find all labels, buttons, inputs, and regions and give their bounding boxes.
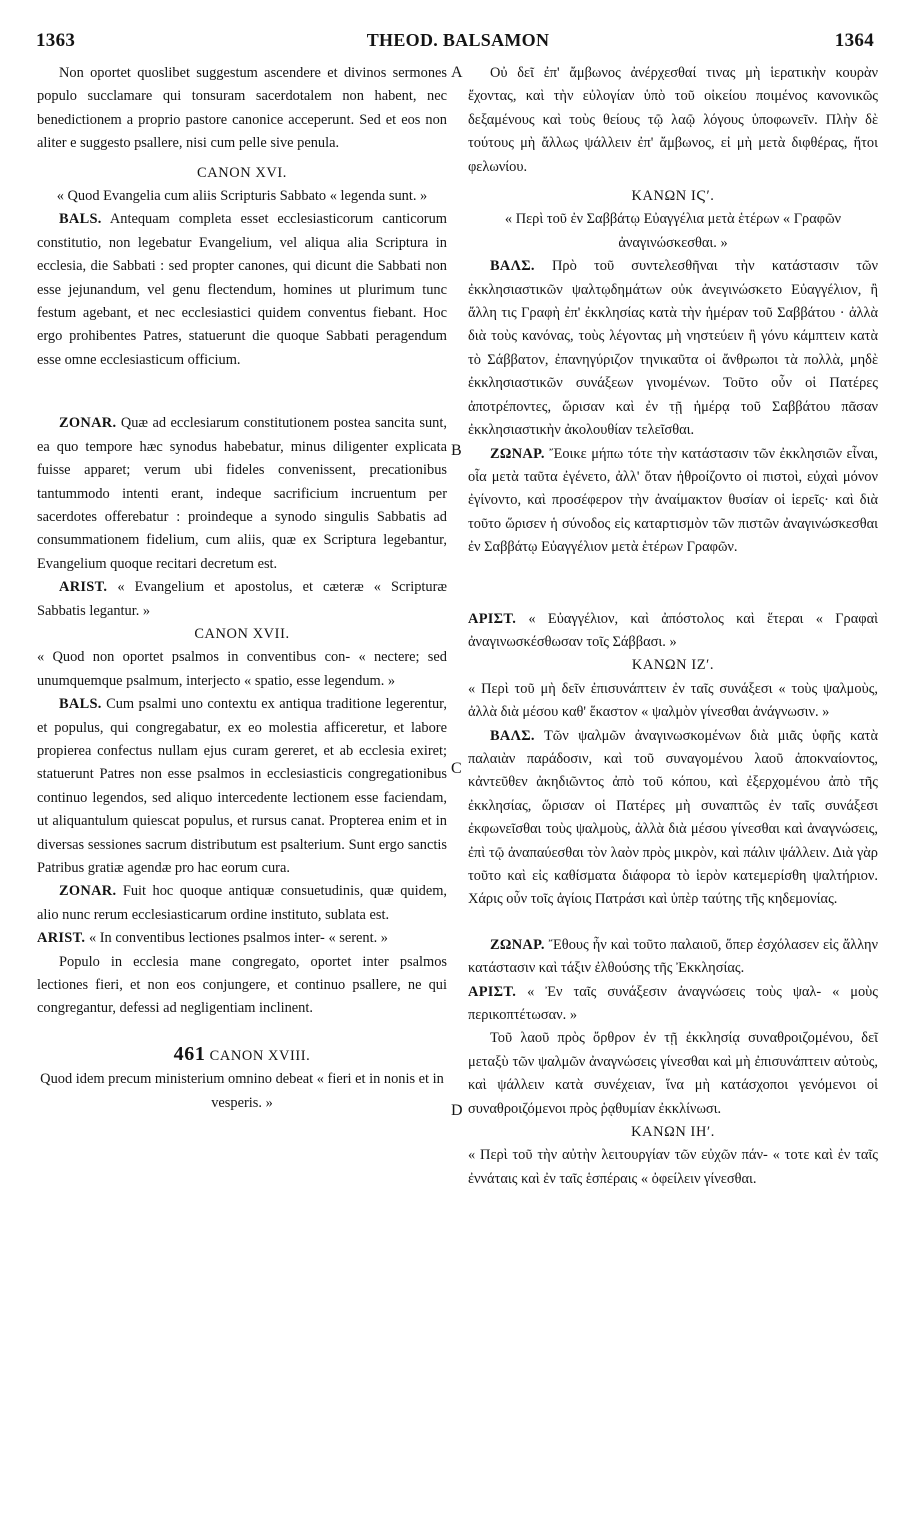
latin-canon16-bals-label: BALS.: [59, 211, 102, 228]
greek-canon16-heading: ΚΑΝΩΝ ΙϚʹ.: [631, 188, 715, 205]
greek-canon16-bals-label: ΒΑΛΣ.: [490, 258, 535, 275]
greek-column: [468, 62, 878, 1191]
latin-canon18-heading-text: CANON XVIII.: [209, 1047, 311, 1064]
greek-canon16-arist: [468, 608, 878, 655]
greek-canon16-bals-text: Πρὸ τοῦ συντελεσθῆναι τὴν κατάστασιν τῶν ἐκκλησιαστικῶν ψαλτῳδημάτων οὐκ ἀνεγινώσκετο Εὐαγγέλιον, ἢ ἄλλη τις Γραφὴ ἐπ' ἐκκλησίας κατὰ τὴν ἡμέραν τοῦ Σαββάτου · ἀλλὰ διὰ τοὺς κανόνας, τοὺς λέγοντας μὴ νηστεύειν ἢ γόνυ κάμπτειν κατὰ τὸ Σάββατον, ἐπανηγύριζον τηνικαῦτα οἱ ἄνθρωποι τὰ πολλὰ, μηδὲ ἐκκλησιαστικῶν συνάξεων γινομένων. Τοῦτο οὖν οἱ Πατέρες ἀποτρέποντες, ὥρισαν καὶ ἐν τῇ ἡμέρᾳ τοῦ Σαββάτου πᾶσαν ἐκκλησιαστικὴν ἀκολουθίαν τελεῖσθαι.: [468, 258, 878, 439]
left-column-number: 1363: [36, 30, 76, 51]
latin-canon17-zonar: [37, 880, 447, 927]
greek-canon16-zonar-text: Ἔοικε μήπω τότε τὴν κατάστασιν τῶν ἐκκλησιῶν εἶναι, οἷα μετὰ ταῦτα ἐγένετο, ἀλλ' ὅταν ἠθροίζοντο οἱ πιστοὶ, εὐχαὶ μόνον ἐγίνοντο, καὶ προσέφερον τὴν ἀναίμακτον θυσίαν οἱ ἱερεῖς· καὶ διὰ τοῦτο ὥρισεν ἡ σύνοδος εἰς καταρτισμὸν τῶν πιστῶν ἀναγινώσκεσθαι ἐν Σαββάτῳ Εὐαγγέλιον μετὰ ἑτέρων Γραφῶν.: [468, 445, 878, 556]
greek-intro: Οὐ δεῖ ἐπ' ἄμβωνος ἀνέρχεσθαί τινας μὴ ἱερατικὴν κουρὰν ἔχοντας, καὶ τὴν εὐλογίαν ὑπὸ τοῦ οἰκείου ποιμένος κανονικῶς δεξαμένους καὶ τοὺς θείους τῷ λαῷ λόγους ὑποφωνεῖν. Πλὴν δὲ τούτους μὴ ἄλλως ψάλλειν ἐπ' ἄμβωνος, εἰ μὴ μετὰ διφθέρας, ἤτοι φελωνίου.: [468, 65, 878, 175]
latin-intro: Non oportet quoslibet suggestum ascendere et divinos sermones populo succlamare qui tonsuram sacerdotalem non habent, nec benedictionem a proprio pastore canonice acceperunt. Sed et eos non aliter e suggesto psallere, nisi cum pelle sive penula.: [37, 65, 447, 152]
latin-canon17-zonar-text: Fuit hoc quoque antiquæ consuetudinis, quæ quidem, alio nunc rerum ecclesiasticarum ordine instituto, sublata est.: [37, 883, 447, 923]
margin-letter-c: C: [451, 760, 462, 777]
greek-canon17-arist: [468, 981, 878, 1028]
running-title: THEOD. BALSAMON: [366, 30, 550, 50]
greek-canon16-bals: [468, 255, 878, 442]
greek-canon17-zonar-label: ΖΩΝΑΡ.: [490, 936, 545, 953]
latin-canon16-arist: [37, 576, 447, 623]
latin-canon16-zonar: [37, 412, 447, 576]
greek-canon17-bals-label: ΒΑΛΣ.: [490, 727, 535, 744]
latin-canon17-arist-text: « In conventibus lectiones psalmos inter- « serent. »: [88, 930, 388, 947]
latin-canon18-heading: [37, 1043, 447, 1068]
greek-canon16-title: « Περὶ τοῦ ἐν Σαββάτῳ Εὐαγγέλια μετὰ ἑτέρων « Γραφῶν ἀναγινώσκεσθαι. »: [504, 211, 842, 251]
latin-canon17-paraphrase: Populo in ecclesia mane congregato, oportet inter psalmos lectiones fieri, et non eos conjungere, et continuo psallere, ne qui congregantur, defessi ad negligentiam inclinent.: [37, 953, 447, 1017]
greek-canon18-heading: ΚΑΝΩΝ ΙΗʹ.: [631, 1124, 715, 1141]
latin-canon16-zonar-label: ZONAR.: [59, 415, 117, 432]
latin-canon17-zonar-label: ZONAR.: [59, 883, 117, 900]
latin-canon17-bals-label: BALS.: [59, 696, 102, 713]
greek-canon17-bals-text: Τῶν ψαλμῶν ἀναγινωσκομένων διὰ μιᾶς ὑφῆς κατὰ παλαιὰν παράδοσιν, καὶ τοῦ συναγομένου λαοῦ ἀποκναίοντος, κἀντεῦθεν ἀκηδιῶντος ἀπὸ τοῦ κόπου, καὶ ἐξερχομένου ἀπὸ τῆς ἐκκλησίας, ὥρισαν οἱ Πατέρες μὴ συναπτῶς ἐν ταῖς συνάξεσι ἐκφωνεῖσθαι τοὺς ψαλμοὺς, ἀλλὰ διὰ μέσου γίνεσθαι καὶ ἀναγνώσεις, ἐπὶ τῷ ἀναπαύεσθαι τὸν λαὸν πρὸς μικρὸν, καὶ πάλιν ψάλλειν. Διὰ γὰρ τοῦτο καὶ εἰς καθίσματα διάφορα τὸ ἱερὸν κατεμερίσθη ψαλτήριον. Χάρις οὖν τοῖς ἁγίοις Πατράσι καὶ ὑπὲρ ταύτης τῆς κηδεμονίας.: [468, 727, 878, 908]
greek-canon16-zonar-label: ΖΩΝΑΡ.: [490, 445, 545, 462]
latin-canon16-bals-text: Antequam completa esset ecclesiasticorum canticorum constitutio, non legebatur Evangelium, vel aliqua alia Scriptura in ecclesia, die Sabbati : sed propter canones, qui dicunt die Sabbati non esse jejunandum, vel genu flectendum, homines ut plurimum tunc festum agebant, et nec ecclesiastici quidem conventus fiebant. Hoc ergo prohibentes Patres, statuerunt die quoque Sabbati peragendum esse omne ecclesiasticum officium.: [37, 211, 447, 368]
column-number-461: 461: [173, 1042, 206, 1065]
greek-canon17-arist-label: ΑΡΙΣΤ.: [468, 983, 517, 1000]
greek-canon17-paraphrase: Τοῦ λαοῦ πρὸς ὄρθρον ἐν τῇ ἐκκλησίᾳ συναθροιζομένου, δεῖ μεταξὺ τῶν ψαλμῶν ἀναγνώσεις γίνεσθαι καὶ μὴ ἐπισυνάπτειν αὐτοὺς, καὶ ψάλλειν κατὰ συνέχειαν, ἵνα μὴ κατάσχοποι γενόμενοι οἱ συναθροιζόμενοι πρὸς ῥᾳθυμίαν ἐκκλίνωσι.: [468, 1030, 878, 1117]
margin-letter-a: A: [451, 64, 463, 81]
latin-canon16-zonar-text: Quæ ad ecclesiarum constitutionem postea sancita sunt, ea quo tempore hæc synodus habebatur, minus diligenter explicata fuisse apparet; verum ubi fideles convenissent, precationibus tantummodo intenti erant, indeque sacrificium incruentum per sacerdotes offerebatur : proindeque a synodo singulis Sabbatis ad consummationem fidelium, cum aliis, quæ ex Scriptura legebantur, Evangelium quoque recitari decretum est.: [37, 415, 447, 572]
margin-letter-b: B: [451, 442, 462, 459]
greek-canon17-title: « Περὶ τοῦ μὴ δεῖν ἐπισυνάπτειν ἐν ταῖς συνάξεσι « τοὺς ψαλμοὺς, ἀλλὰ διὰ μέσου καθ' ἕκαστον « ψαλμὸν γίνεσθαι ἀνάγνωσιν. »: [468, 680, 878, 721]
latin-canon17-arist: [37, 927, 447, 950]
latin-canon17-heading: CANON XVII.: [194, 625, 290, 642]
greek-canon18-title: « Περὶ τοῦ τὴν αὐτὴν λειτουργίαν τῶν εὐχῶν πάν- « τοτε καὶ ἐν ταῖς ἐννάταις καὶ ἐν ταῖς ἑσπέραις « ὀφείλειν γίνεσθαι.: [468, 1147, 878, 1187]
margin-letter-d: D: [451, 1102, 463, 1119]
greek-canon17-zonar-text: Ἔθους ἦν καὶ τοῦτο παλαιοῦ, ὅπερ ἐσχόλασεν εἰς ἄλλην κατάστασιν καὶ τάξιν ἐλθούσης τῆς Ἐκκλησίας.: [468, 936, 878, 977]
latin-canon17-bals-text: Cum psalmi uno contextu ex antiqua traditione legerentur, et populus, qui congregabatur, ex eo molestia afficeretur, et labore propierea confectus nullam ejus curam gereret, et ab ecclesia exiret; statuerunt Patres non esse psalmos in ecclesiasticis congregationibus continuo legendos, sed aliquo intercedente lectionem esse faciendam, ut aliquantulum quiescat populus, et rursus canat. Propterea enim et in diversas sessiones sacrum distributum est psalterium. Sunt ergo sanctis Patribus gratiæ agendæ pro hac eorum cura.: [37, 696, 447, 876]
greek-canon17-zonar: [468, 934, 878, 981]
latin-canon16-arist-label: ARIST.: [59, 579, 108, 596]
greek-canon17-heading: ΚΑΝΩΝ ΙΖʹ.: [631, 657, 715, 674]
right-column-number: 1364: [834, 30, 874, 51]
greek-canon16-arist-text: « Εὐαγγέλιον, καὶ ἀπόστολος καὶ ἕτεραι « Γραφαὶ ἀναγινωσκέσθωσαν τοῖς Σάββασι. »: [468, 610, 878, 650]
greek-canon16-arist-label: ΑΡΙΣΤ.: [468, 610, 517, 627]
latin-canon18-title: Quod idem precum ministerium omnino debeat « fieri et in nonis et in vesperis. »: [40, 1071, 444, 1111]
latin-canon16-bals: [37, 208, 447, 372]
latin-canon17-bals: [37, 693, 447, 880]
latin-canon17-arist-label: ARIST.: [37, 930, 86, 947]
latin-canon16-arist-text: « Evangelium et apostolus, et cæteræ « Scripturæ Sabbatis legantur. »: [37, 579, 447, 619]
greek-canon17-bals: [468, 725, 878, 912]
latin-canon16-title: « Quod Evangelia cum aliis Scripturis Sabbato « legenda sunt. »: [56, 188, 428, 205]
latin-canon17-title: « Quod non oportet psalmos in conventibus con- « nectere; sed unumquemque psalmum, interjecto « spatio, esse legendum. »: [37, 649, 447, 689]
greek-canon16-zonar: [468, 443, 878, 560]
latin-canon16-heading: CANON XVI.: [197, 164, 287, 181]
latin-column: [37, 62, 447, 1115]
greek-canon17-arist-text: « Ἐν ταῖς συνάξεσιν ἀναγνώσεις τοὺς ψαλ- « μοὺς περικοπτέτωσαν. »: [468, 983, 878, 1024]
